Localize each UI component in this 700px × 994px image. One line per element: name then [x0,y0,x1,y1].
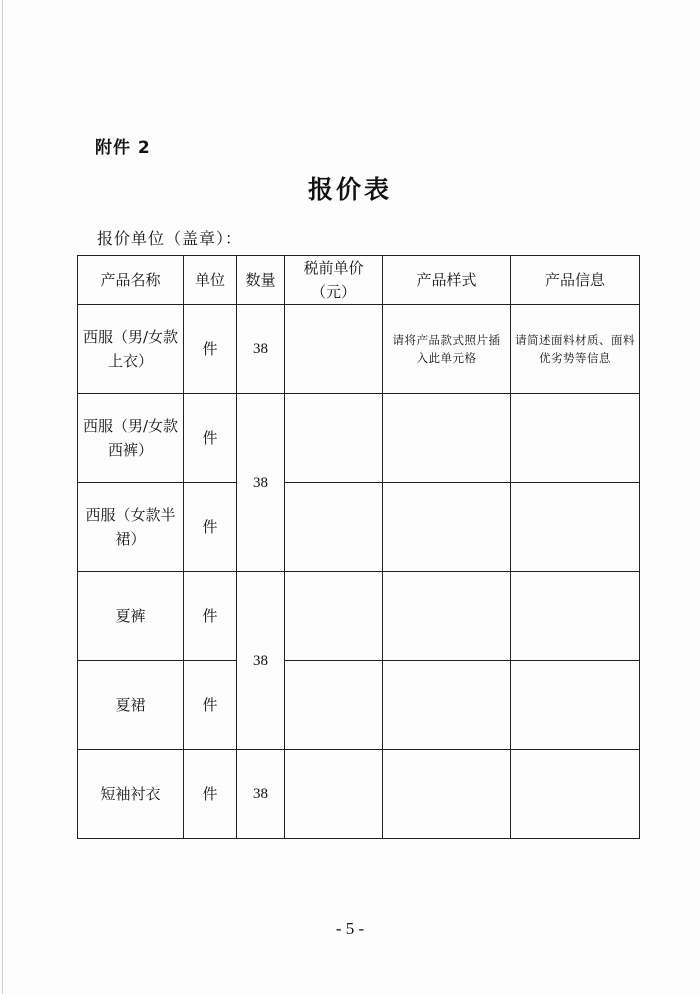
style-cell[interactable] [383,750,511,839]
table-row [78,661,640,750]
product-name-cell: 西服（男/女款上衣） [78,305,184,394]
header-unit: 单位 [184,256,237,305]
price-cell[interactable] [285,661,383,750]
table-header-row [78,256,640,305]
header-product-info: 产品信息 [511,256,640,305]
price-cell[interactable] [285,483,383,572]
price-cell[interactable] [285,572,383,661]
unit-cell: 件 [184,483,237,572]
attachment-label: 附件 2 [95,138,151,158]
table-row [78,572,640,661]
product-name-cell: 短袖衬衣 [78,750,184,839]
style-cell[interactable] [383,661,511,750]
product-name-cell: 西服（女款半裙） [78,483,184,572]
unit-cell: 件 [184,661,237,750]
quoting-unit-label: 报价单位（盖章）： [97,229,243,248]
table-row [78,305,640,394]
unit-cell: 件 [184,394,237,483]
style-cell[interactable] [383,394,511,483]
header-pretax-price: 税前单价（元） [285,256,383,305]
price-cell[interactable] [285,394,383,483]
style-cell[interactable] [383,483,511,572]
style-note-cell: 请将产品款式照片插入此单元格 [383,305,511,394]
style-cell[interactable] [383,572,511,661]
quote-table [77,255,640,839]
header-quantity: 数量 [237,256,285,305]
product-name-cell: 夏裙 [78,661,184,750]
unit-cell: 件 [184,305,237,394]
page-edge [2,0,3,994]
info-cell[interactable] [511,750,640,839]
header-product-name: 产品名称 [78,256,184,305]
unit-cell: 件 [184,750,237,839]
product-name-cell: 西服（男/女款西裤） [78,394,184,483]
table-row [78,394,640,483]
product-name-cell: 夏裤 [78,572,184,661]
table-row [78,750,640,839]
price-cell[interactable] [285,750,383,839]
info-cell[interactable] [511,394,640,483]
quantity-cell: 38 [237,394,285,572]
quantity-cell: 38 [237,750,285,839]
price-cell[interactable] [285,305,383,394]
table-row [78,483,640,572]
info-note-cell: 请简述面料材质、面料优劣势等信息 [511,305,640,394]
info-cell[interactable] [511,572,640,661]
page-title: 报价表 [307,175,392,204]
info-cell[interactable] [511,483,640,572]
info-cell[interactable] [511,661,640,750]
quantity-cell: 38 [237,305,285,394]
quantity-cell: 38 [237,572,285,750]
page-number: - 5 - [335,919,365,938]
header-product-style: 产品样式 [383,256,511,305]
unit-cell: 件 [184,572,237,661]
